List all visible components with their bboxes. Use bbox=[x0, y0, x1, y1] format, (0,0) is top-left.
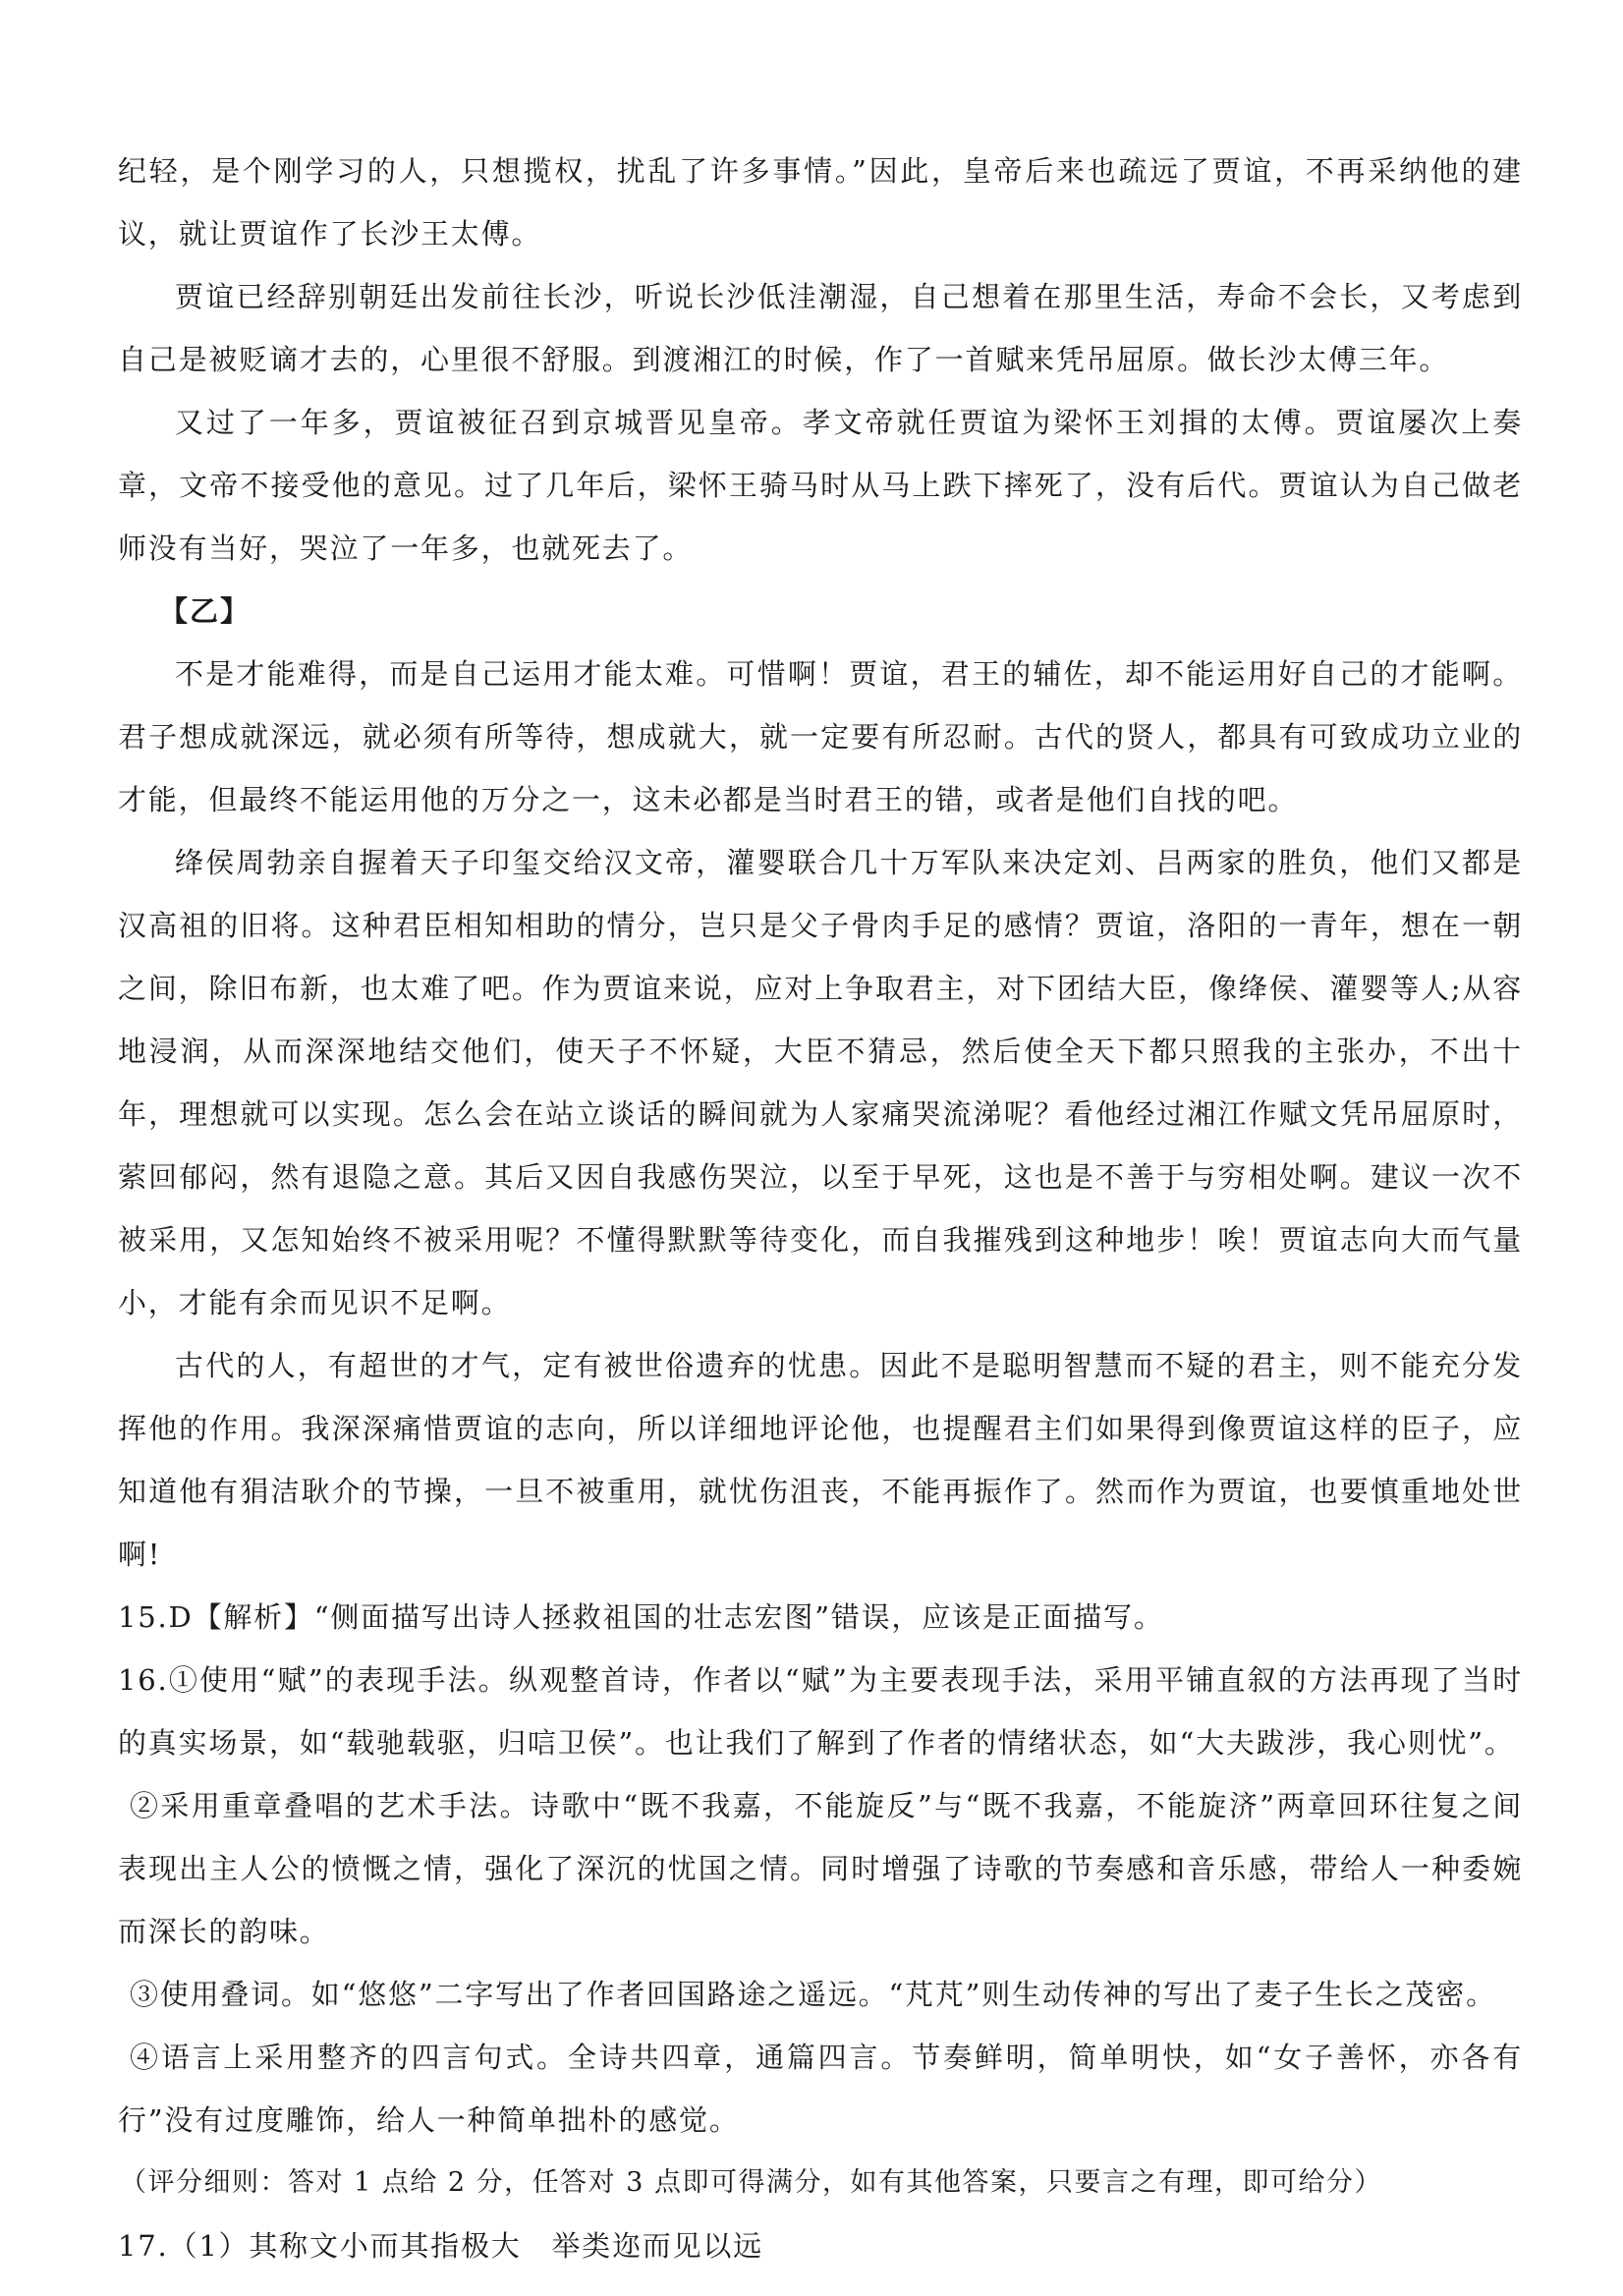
document-body bbox=[118, 140, 1523, 2277]
passage-yi-paragraph-1: 不是才能难得，而是自己运用才能太难。可惜啊！贾谊，君王的辅佐，却不能运用好自己的才能啊。君子想成就深远，就必须有所等待，想成就大，就一定要有所忍耐。古代的贤人，都具有可致成功立业的才能，但最终不能运用他的万分之一，这未必都是当时君王的错，或者是他们自找的吧。 bbox=[118, 657, 1523, 816]
answer-16-point-1: 16.①使用“赋”的表现手法。纵观整首诗，作者以“赋”为主要表现手法，采用平铺直叙的方法再现了当时的真实场景，如“载驰载驱，归唁卫侯”。也让我们了解到了作者的情绪状态，如“大夫跋涉，我心则忧”。 bbox=[118, 1663, 1523, 1760]
answer-16-point-2: ②采用重章叠唱的艺术手法。诗歌中“既不我嘉，不能旋反”与“既不我嘉，不能旋济”两章回环往复之间表现出主人公的愤慨之情，强化了深沉的忧国之情。同时增强了诗歌的节奏感和音乐感，带给人一种委婉而深长的韵味。 bbox=[118, 1789, 1523, 1948]
passage-jia-paragraph-3: 又过了一年多，贾谊被征召到京城晋见皇帝。孝文帝就任贾谊为梁怀王刘揖的太傅。贾谊屡次上奏章，文帝不接受他的意见。过了几年后，梁怀王骑马时从马上跌下摔死了，没有后代。贾谊认为自己做老师没有当好，哭泣了一年多，也就死去了。 bbox=[118, 406, 1523, 565]
passage-jia-paragraph-2: 贾谊已经辞别朝廷出发前往长沙，听说长沙低洼潮湿，自己想着在那里生活，寿命不会长，又考虑到自己是被贬谪才去的，心里很不舒服。到渡湘江的时候，作了一首赋来凭吊屈原。做长沙太傅三年。 bbox=[118, 280, 1523, 376]
answer-17: 17.（1）其称文小而其指极大 举类迩而见以远 bbox=[118, 2229, 763, 2263]
passage-yi-paragraph-3: 古代的人，有超世的才气，定有被世俗遗弃的忧患。因此不是聪明智慧而不疑的君主，则不能充分发挥他的作用。我深深痛惜贾谊的志向，所以详细地评论他，也提醒君主们如果得到像贾谊这样的臣子，应知道他有狷洁耿介的节操，一旦不被重用，就忧伤沮丧，不能再振作了。然而作为贾谊，也要慎重地处世啊! bbox=[118, 1349, 1523, 1571]
answer-16-scoring-note: （评分细则：答对 1 点给 2 分，任答对 3 点即可得满分，如有其他答案，只要言之有理，即可给分） bbox=[120, 2167, 1383, 2198]
passage-yi-heading: 【乙】 bbox=[159, 594, 252, 628]
answer-16-point-4: ④语言上采用整齐的四言句式。全诗共四章，通篇四言。节奏鲜明，简单明快，如“女子善怀，亦各有行”没有过度雕饰，给人一种简单拙朴的感觉。 bbox=[118, 2041, 1523, 2137]
answer-15: 15.D【解析】“侧面描写出诗人拯救祖国的壮志宏图”错误，应该是正面描写。 bbox=[118, 1600, 1164, 1634]
answer-16-point-3: ③使用叠词。如“悠悠”二字写出了作者回国路途之遥远。“芃芃”则生动传神的写出了麦子生长之茂密。 bbox=[130, 1978, 1496, 2011]
passage-jia-paragraph-1: 纪轻，是个刚学习的人，只想揽权，扰乱了许多事情。”因此，皇帝后来也疏远了贾谊，不再采纳他的建议，就让贾谊作了长沙王太傅。 bbox=[118, 154, 1523, 251]
passage-yi-paragraph-2: 绛侯周勃亲自握着天子印玺交给汉文帝，灌婴联合几十万军队来决定刘、吕两家的胜负，他们又都是汉高祖的旧将。这种君臣相知相助的情分，岂只是父子骨肉手足的感情？贾谊，洛阳的一青年，想在一朝之间，除旧布新，也太难了吧。作为贾谊来说，应对上争取君主，对下团结大臣，像绛侯、灌婴等人;从容地浸润，从而深深地结交他们，使天子不怀疑，大臣不猜忌，然后使全天下都只照我的主张办，不出十年，理想就可以实现。怎么会在站立谈话的瞬间就为人家痛哭流涕呢？看他经过湘江作赋文凭吊屈原时，萦回郁闷，然有退隐之意。其后又因自我感伤哭泣，以至于早死，这也是不善于与穷相处啊。建议一次不被采用，又怎知始终不被采用呢？不懂得默默等待变化，而自我摧残到这种地步！唉！贾谊志向大而气量小，才能有余而见识不足啊。 bbox=[118, 846, 1523, 1319]
